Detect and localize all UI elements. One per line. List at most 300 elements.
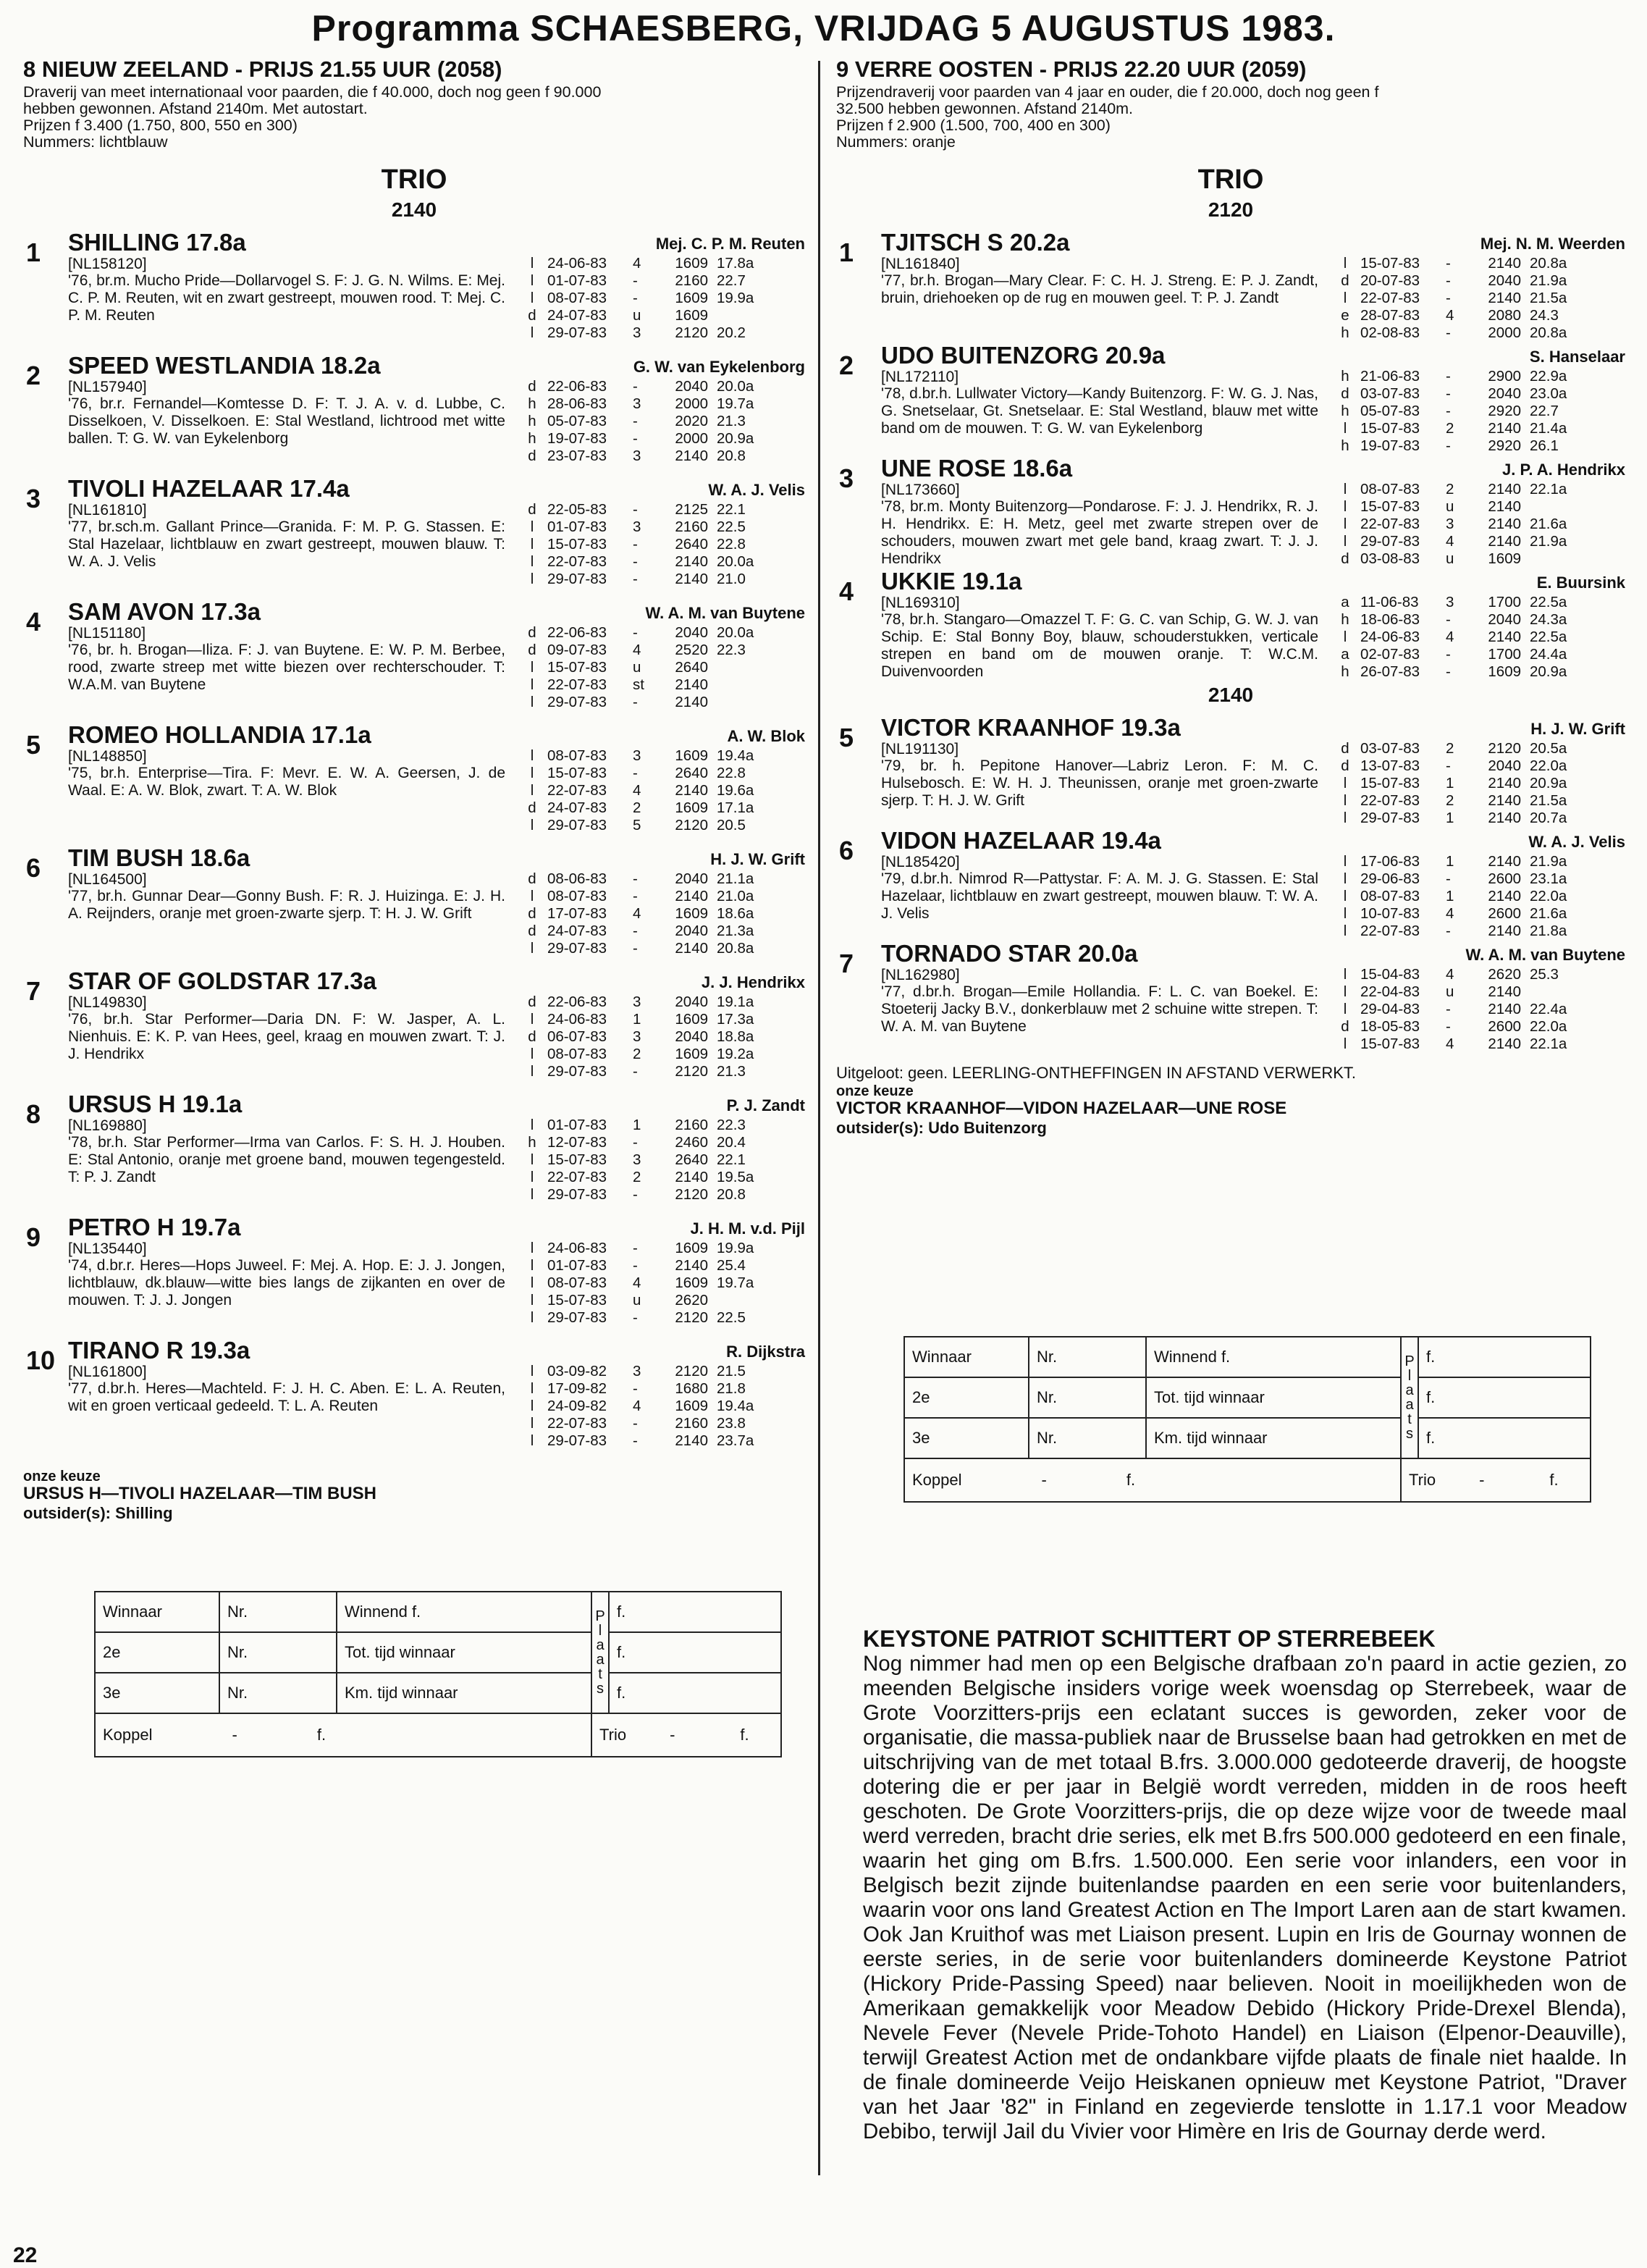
finish-position: 4 bbox=[633, 255, 641, 272]
finish-position: 4 bbox=[1446, 966, 1454, 983]
race-date: 19-07-83 bbox=[1360, 437, 1420, 454]
driver-name: W. A. M. van Buytene bbox=[1465, 946, 1625, 964]
bet-plaats-amount: f. bbox=[609, 1673, 781, 1713]
km-time: 22.8 bbox=[717, 536, 746, 553]
km-time: 19.9a bbox=[717, 1240, 754, 1256]
km-time bbox=[1530, 550, 1588, 568]
form-line bbox=[1330, 272, 1625, 290]
race-date: 15-07-83 bbox=[1360, 775, 1420, 791]
entry-info bbox=[881, 342, 1330, 455]
race-distance: 2120 bbox=[675, 324, 708, 341]
entry-info bbox=[68, 352, 517, 475]
form-line bbox=[517, 1028, 805, 1046]
finish-position: 3 bbox=[633, 448, 641, 464]
race-date: 08-07-83 bbox=[547, 1046, 607, 1062]
finish-position: u bbox=[1446, 498, 1454, 515]
race-distance: 2040 bbox=[1488, 757, 1521, 774]
race-distance: 2620 bbox=[675, 1292, 708, 1309]
form-line bbox=[1330, 385, 1625, 403]
bet-place-label: 3e bbox=[904, 1418, 1029, 1458]
finish-position: - bbox=[633, 430, 638, 447]
finish-position: - bbox=[633, 1257, 638, 1274]
form-line bbox=[517, 501, 805, 518]
track-code: d bbox=[528, 307, 536, 324]
horse-entry bbox=[836, 940, 1625, 1053]
form-line bbox=[1330, 663, 1625, 681]
km-time: 21.8 bbox=[717, 1380, 746, 1397]
form-line bbox=[517, 817, 805, 834]
track-code: h bbox=[1341, 611, 1349, 628]
race-distance: 2120 bbox=[675, 817, 708, 833]
plaats-letter: P bbox=[595, 1608, 605, 1624]
form-line bbox=[517, 448, 805, 465]
horse-description: '77, br.h. Brogan—Mary Clear. F: C. H. J. Streng. E: P. J. Zandt, bruin, driehoeken op de rug en mouwen geel. T: P. J. Zandt bbox=[881, 272, 1318, 306]
finish-position: - bbox=[633, 888, 638, 904]
km-time: 21.9a bbox=[1530, 533, 1567, 550]
race-date: 22-07-83 bbox=[547, 553, 607, 570]
km-time: 21.0a bbox=[717, 888, 754, 904]
km-time: 24.4a bbox=[1530, 646, 1567, 663]
track-code: l bbox=[1343, 792, 1347, 809]
race-distance: 2140 bbox=[1488, 481, 1521, 497]
km-time: 21.6a bbox=[1530, 516, 1567, 532]
track-code: l bbox=[530, 1151, 534, 1168]
finish-position: - bbox=[633, 1063, 638, 1080]
form-line bbox=[517, 395, 805, 413]
km-time: 19.2a bbox=[717, 1046, 754, 1062]
race-distance: 2140 bbox=[1488, 923, 1521, 939]
finish-position: - bbox=[1446, 923, 1451, 939]
finish-position: - bbox=[633, 624, 638, 641]
km-time: 22.4a bbox=[1530, 1001, 1567, 1017]
finish-position: u bbox=[633, 307, 641, 324]
track-code: l bbox=[530, 324, 534, 341]
race-date: 08-07-83 bbox=[1360, 481, 1420, 497]
race-distance: 2160 bbox=[675, 518, 708, 535]
horse-entry bbox=[836, 455, 1625, 568]
track-code: d bbox=[528, 799, 536, 816]
km-time: 17.3a bbox=[717, 1011, 754, 1028]
race-date: 22-07-83 bbox=[547, 1169, 607, 1185]
entry-number: 6 bbox=[839, 836, 854, 865]
race-distance: 2140 bbox=[675, 676, 708, 693]
form-line bbox=[1330, 611, 1625, 629]
km-time: 21.8a bbox=[1530, 923, 1567, 939]
track-code: a bbox=[1341, 594, 1349, 610]
track-code: h bbox=[1341, 368, 1349, 385]
track-code: d bbox=[528, 1028, 536, 1045]
horse-name: STAR OF GOLDSTAR 17.3a bbox=[68, 967, 377, 994]
plaats-letter: t bbox=[1407, 1411, 1412, 1427]
race-distance: 2120 bbox=[675, 1309, 708, 1326]
km-time: 22.1a bbox=[1530, 1036, 1567, 1052]
km-time: 21.3 bbox=[717, 1063, 746, 1080]
track-code: l bbox=[1343, 870, 1347, 887]
track-code: d bbox=[528, 923, 536, 939]
finish-position: - bbox=[633, 765, 638, 781]
entry-number: 5 bbox=[839, 723, 854, 752]
finish-position: 3 bbox=[633, 747, 641, 764]
race-distance: 2040 bbox=[675, 1028, 708, 1045]
form-line bbox=[1330, 550, 1625, 568]
track-code: l bbox=[1343, 255, 1347, 272]
km-time: 20.0a bbox=[717, 553, 754, 570]
race-date: 06-07-83 bbox=[547, 1028, 607, 1045]
koppel-dash: - bbox=[232, 1726, 237, 1744]
race-distance: 2140 bbox=[675, 940, 708, 957]
horse-name: VICTOR KRAANHOF 19.3a bbox=[881, 714, 1181, 741]
race-date: 24-07-83 bbox=[547, 307, 607, 324]
driver-name: W. A. J. Velis bbox=[1528, 833, 1625, 851]
track-code: l bbox=[1343, 498, 1347, 515]
horse-description: '79, d.br.h. Nimrod R—Pattystar. F: A. M. J. G. Stassen. E: Stal Hazelaar, lichtblauw en zwart gestreept, mouwen blauw. T: W. A. J. Velis bbox=[881, 870, 1318, 922]
finish-position: 3 bbox=[633, 324, 641, 341]
km-time: 20.5 bbox=[717, 817, 746, 833]
koppel-cell bbox=[904, 1458, 1401, 1502]
km-time bbox=[1530, 498, 1588, 516]
race-distance: 1609 bbox=[675, 307, 708, 324]
race-date: 29-07-83 bbox=[547, 1309, 607, 1326]
driver-name: W. A. M. van Buytene bbox=[645, 604, 805, 622]
plaats-letter: s bbox=[1406, 1426, 1413, 1442]
entry-form bbox=[1330, 229, 1625, 342]
finish-position: 4 bbox=[633, 1398, 641, 1414]
race-9-desc-line: 32.500 hebben gewonnen. Afstand 2140m. bbox=[836, 100, 1134, 117]
race-distance: 2140 bbox=[1488, 498, 1521, 515]
race-date: 15-04-83 bbox=[1360, 966, 1420, 983]
track-code: l bbox=[1343, 1001, 1347, 1017]
km-time: 23.7a bbox=[717, 1432, 754, 1449]
race-date: 29-06-83 bbox=[1360, 870, 1420, 887]
finish-position: 4 bbox=[1446, 1036, 1454, 1052]
track-code: l bbox=[1343, 775, 1347, 791]
track-code: l bbox=[530, 747, 534, 764]
km-time: 21.3 bbox=[717, 413, 746, 429]
entry-info bbox=[881, 455, 1330, 568]
horse-name: UDO BUITENZORG 20.9a bbox=[881, 342, 1166, 369]
horse-description: '77, br.sch.m. Gallant Prince—Granida. F: M. P. G. Stassen. E: Stal Hazelaar, lichtblauw en zwart gestreept, mouwen blauw. T: W. A. J. Velis bbox=[68, 518, 505, 570]
km-time: 20.7a bbox=[1530, 810, 1567, 826]
horse-entry bbox=[836, 342, 1625, 455]
race-distance: 2140 bbox=[1488, 516, 1521, 532]
race-distance: 2140 bbox=[1488, 420, 1521, 437]
horse-description: '77, d.br.h. Heres—Machteld. F: J. H. C. Aben. E: L. A. Reuten, wit en groen verticaal gedeeld. T: L. A. Reuten bbox=[68, 1380, 505, 1414]
horse-name: SHILLING 17.8a bbox=[68, 229, 246, 256]
horse-registration: [NL149830] bbox=[68, 994, 147, 1011]
race-date: 22-07-83 bbox=[1360, 516, 1420, 532]
race-date: 15-07-83 bbox=[547, 1151, 607, 1168]
race-date: 24-07-83 bbox=[547, 923, 607, 939]
form-line bbox=[517, 994, 805, 1011]
track-code: l bbox=[1343, 966, 1347, 983]
km-time: 21.5a bbox=[1530, 792, 1567, 809]
race-9-desc-line: Prijzendraverij voor paarden van 4 jaar en ouder, die f 20.000, doch nog geen f bbox=[836, 83, 1379, 101]
article-body: Nog nimmer had men op een Belgische drafbaan zo'n paard in actie gezien, zo meenden Belgische insiders vorige week woensdag op Sterrebeek, waar de Grote Voorzitters-prijs een eclatant succes is geworden, zeker voor de organisatie, die massa-publiek naar de Brusselse baan had getrokken en met de uitschrijving van de met totaal B.frs. 3.000.000 gedoteerde draverij, de hoogste dotering die er per jaar in België wordt verreden, midden in de roos heeft geschoten. De Grote Voorzitters-prijs, die op deze wijze voor de tweede maal werd verreden, bracht drie series, elk met B.frs 500.000 gedoteerd en een finale, waarin het ging om B.frs. 1.500.000. Een serie voor inlanders, een voor in Belgisch bezit zijnde buitenlandse paarden en een serie voor buitenlanders, waarin voor ons land Greatest Action en The Import Laren aan de start kwamen. Ook Jan Kruithof was met Liaison present. Lupin en Iris de Gournay wonnen de eerste series, in de serie voor buitenlanders domineerde Keystone Patriot (Hickory Pride-Passing Speed) naar believen. Nooit in moeilijkheden won de Amerikaan gemakkelijk voor Meadow Debido (Hickory Pride-Drexel Blenda), Nevele Fever (Nevele Pride-Tohoto Handel) en Liaison (Elpenor-Deauville), terwijl Greatest Action met de ondankbare vijfde plaats de finale niet haalde. In de finale domineerde Veijo Heiskanen opnieuw met Keystone Patriot, "Draver van het Jaar '82" in Finland en zegevierde tenslotte in 1.17.1 voor Meadow Debibo, terwijl Jail du Vivier voor Himère en Iris de Gournay derde werd. bbox=[863, 1652, 1627, 2143]
koppel-dash: - bbox=[1041, 1471, 1047, 1489]
form-line bbox=[517, 518, 805, 536]
track-code: l bbox=[1343, 629, 1347, 645]
bet-number-label: Nr. bbox=[219, 1673, 337, 1713]
km-time: 21.0 bbox=[717, 571, 746, 587]
form-line bbox=[517, 747, 805, 765]
plaats-letter: P bbox=[1404, 1353, 1415, 1369]
horse-description: '76, br. h. Brogan—Iliza. F: J. van Buytene. E: W. P. M. Berbee, rood, zwarte streep met witte biezen over rechterschouder. T: W.A.M. van Buytene bbox=[68, 642, 505, 693]
track-code: l bbox=[530, 571, 534, 587]
horse-entry bbox=[23, 475, 805, 598]
race-date: 22-06-83 bbox=[547, 994, 607, 1010]
race-distance: 2140 bbox=[1488, 775, 1521, 791]
km-time: 22.0a bbox=[1530, 888, 1567, 904]
race-date: 22-07-83 bbox=[547, 676, 607, 693]
finish-position: 5 bbox=[633, 817, 641, 833]
km-time: 25.3 bbox=[1530, 966, 1559, 983]
entry-form bbox=[517, 1214, 805, 1337]
finish-position: - bbox=[633, 1432, 638, 1449]
km-time: 20.9a bbox=[717, 430, 754, 447]
bet-place-label: Winnaar bbox=[904, 1337, 1029, 1377]
horse-entry bbox=[23, 1337, 805, 1460]
entry-form bbox=[517, 229, 805, 352]
km-time: 19.5a bbox=[717, 1169, 754, 1185]
race-distance: 2140 bbox=[675, 1169, 708, 1185]
km-time: 20.0a bbox=[717, 378, 754, 395]
race-distance: 2160 bbox=[675, 1117, 708, 1133]
form-line bbox=[1330, 740, 1625, 757]
finish-position: - bbox=[633, 940, 638, 957]
race-8-column bbox=[23, 56, 805, 1524]
race-date: 15-07-83 bbox=[547, 765, 607, 781]
track-code: l bbox=[530, 1011, 534, 1028]
race-distance: 2140 bbox=[1488, 810, 1521, 826]
entry-form bbox=[517, 844, 805, 967]
our-choice-picks: URSUS H—TIVOLI HAZELAAR—TIM BUSH bbox=[23, 1484, 376, 1503]
finish-position: - bbox=[633, 378, 638, 395]
finish-position: - bbox=[1446, 255, 1451, 272]
race-date: 18-05-83 bbox=[1360, 1018, 1420, 1035]
race-distance: 1609 bbox=[1488, 663, 1521, 680]
km-time: 22.1 bbox=[717, 501, 746, 518]
form-line bbox=[1330, 1036, 1625, 1053]
form-line bbox=[517, 624, 805, 642]
form-line bbox=[1330, 810, 1625, 827]
race-date: 08-07-83 bbox=[547, 888, 607, 904]
race-9-note: Uitgeloot: geen. LEERLING-ONTHEFFINGEN IN AFSTAND VERWERKT. bbox=[836, 1064, 1357, 1082]
entry-form bbox=[1330, 455, 1625, 568]
entry-info bbox=[881, 229, 1330, 342]
form-line bbox=[1330, 516, 1625, 533]
bet-place-label: 3e bbox=[95, 1673, 219, 1713]
track-code: d bbox=[1341, 272, 1349, 289]
km-time: 22.3 bbox=[717, 1117, 746, 1133]
track-code: l bbox=[530, 1309, 534, 1326]
km-time: 19.7a bbox=[717, 395, 754, 412]
plaats-letter: l bbox=[1407, 1368, 1412, 1384]
race-9-trio-heading: TRIO bbox=[1197, 164, 1264, 195]
track-code: l bbox=[530, 1432, 534, 1449]
race-9-distance-2140: 2140 bbox=[1208, 684, 1254, 706]
entry-info bbox=[68, 229, 517, 352]
race-distance: 2000 bbox=[675, 430, 708, 447]
race-date: 29-04-83 bbox=[1360, 1001, 1420, 1017]
form-line bbox=[517, 888, 805, 905]
race-distance: 2080 bbox=[1488, 307, 1521, 324]
race-distance: 2140 bbox=[675, 694, 708, 710]
entry-info bbox=[68, 844, 517, 967]
race-distance: 2040 bbox=[1488, 611, 1521, 628]
horse-description: '79, br. h. Pepitone Hanover—Labriz Leron. F: M. C. Hulsebosch. E: W. H. J. Theunissen, oranje met groen-zwarte sjerp. T: H. J. W. Grift bbox=[881, 757, 1318, 809]
track-code: l bbox=[530, 1257, 534, 1274]
race-distance: 2120 bbox=[675, 1186, 708, 1203]
horse-entry bbox=[836, 714, 1625, 827]
track-code: d bbox=[528, 378, 536, 395]
track-code: d bbox=[1341, 740, 1349, 757]
horse-description: '76, br.r. Fernandel—Komtesse D. F: T. J. A. v. d. Lubbe, C. Disselkoen, V. Disselkoen. E: Stal Westland, lichtrood met witte ballen. T: G. W. van Eykelenborg bbox=[68, 395, 505, 447]
race-distance: 2140 bbox=[675, 1432, 708, 1449]
km-time: 22.7 bbox=[717, 272, 746, 289]
driver-name: E. Buursink bbox=[1536, 574, 1625, 592]
finish-position: 3 bbox=[633, 518, 641, 535]
entry-number: 4 bbox=[26, 607, 41, 637]
horse-name: TIM BUSH 18.6a bbox=[68, 844, 250, 871]
race-distance: 2120 bbox=[1488, 740, 1521, 757]
track-code: l bbox=[530, 1415, 534, 1432]
km-time: 20.0a bbox=[717, 624, 754, 641]
track-code: d bbox=[528, 448, 536, 464]
track-code: d bbox=[1341, 1018, 1349, 1035]
race-date: 13-07-83 bbox=[1360, 757, 1420, 774]
entry-form bbox=[1330, 714, 1625, 827]
race-date: 22-06-83 bbox=[547, 624, 607, 641]
race-date: 03-08-83 bbox=[1360, 550, 1420, 567]
form-line bbox=[517, 765, 805, 782]
track-code: l bbox=[1343, 853, 1347, 870]
finish-position: - bbox=[1446, 1001, 1451, 1017]
horse-description: '78, br.m. Monty Buitenzorg—Pondarose. F: J. J. Hendrikx, R. J. H. Hendrikx. E: H. Metz, geel met zwarte strepen over de schouders, mouwen zwart met gele band, kraag zwart. T: J. J. Hendrikx bbox=[881, 498, 1318, 567]
bet-row bbox=[904, 1377, 1591, 1418]
race-distance: 2640 bbox=[675, 1151, 708, 1168]
entry-number: 7 bbox=[839, 949, 854, 978]
finish-position: 2 bbox=[633, 799, 641, 816]
driver-name: R. Dijkstra bbox=[726, 1343, 805, 1361]
finish-position: 1 bbox=[1446, 888, 1454, 904]
form-line bbox=[1330, 420, 1625, 437]
finish-position: 2 bbox=[1446, 740, 1454, 757]
entry-info bbox=[881, 568, 1330, 681]
track-code: l bbox=[530, 553, 534, 570]
plaats-letter: a bbox=[596, 1652, 605, 1668]
bet-row bbox=[95, 1592, 781, 1632]
finish-position: - bbox=[633, 870, 638, 887]
km-time bbox=[717, 694, 775, 711]
race-distance: 1609 bbox=[675, 1240, 708, 1256]
entry-info bbox=[68, 1337, 517, 1460]
form-line bbox=[517, 870, 805, 888]
race-date: 02-08-83 bbox=[1360, 324, 1420, 341]
km-time: 19.7a bbox=[717, 1274, 754, 1291]
race-date: 05-07-83 bbox=[547, 413, 607, 429]
race-date: 24-06-83 bbox=[547, 255, 607, 272]
bet-amount-label: Winnend f. bbox=[1146, 1337, 1401, 1377]
track-code: a bbox=[1341, 646, 1349, 663]
form-line bbox=[517, 1292, 805, 1309]
race-distance: 2140 bbox=[675, 888, 708, 904]
race-distance: 2160 bbox=[675, 1415, 708, 1432]
entry-form bbox=[1330, 827, 1625, 940]
form-line bbox=[517, 272, 805, 290]
race-date: 09-07-83 bbox=[547, 642, 607, 658]
entry-number: 10 bbox=[26, 1345, 56, 1375]
race-distance: 1609 bbox=[675, 255, 708, 272]
race-distance: 2140 bbox=[1488, 255, 1521, 272]
horse-name: SAM AVON 17.3a bbox=[68, 598, 261, 625]
form-line bbox=[1330, 594, 1625, 611]
track-code: l bbox=[530, 1186, 534, 1203]
bet-number-label: Nr. bbox=[1029, 1418, 1146, 1458]
race-distance: 1609 bbox=[675, 905, 708, 922]
race-date: 01-07-83 bbox=[547, 1117, 607, 1133]
race-date: 22-07-83 bbox=[547, 1415, 607, 1432]
track-code: d bbox=[528, 870, 536, 887]
finish-position: - bbox=[1446, 1018, 1451, 1035]
race-date: 29-07-83 bbox=[547, 571, 607, 587]
track-code: l bbox=[1343, 516, 1347, 532]
race-date: 28-07-83 bbox=[1360, 307, 1420, 324]
race-9-our-choice bbox=[836, 1083, 1625, 1138]
race-date: 15-07-83 bbox=[547, 1292, 607, 1309]
track-code: l bbox=[1343, 905, 1347, 922]
km-time: 19.6a bbox=[717, 782, 754, 799]
race-distance: 2040 bbox=[675, 870, 708, 887]
race-distance: 2040 bbox=[1488, 385, 1521, 402]
horse-name: ROMEO HOLLANDIA 17.1a bbox=[68, 721, 371, 748]
race-date: 19-07-83 bbox=[547, 430, 607, 447]
form-line bbox=[517, 923, 805, 940]
race-date: 29-07-83 bbox=[547, 817, 607, 833]
finish-position: 3 bbox=[633, 1363, 641, 1379]
entry-number: 1 bbox=[26, 238, 41, 267]
race-date: 15-07-83 bbox=[547, 659, 607, 676]
km-time: 23.1a bbox=[1530, 870, 1567, 887]
koppel-f: f. bbox=[1126, 1471, 1136, 1489]
race-distance: 2620 bbox=[1488, 966, 1521, 983]
race-date: 28-06-83 bbox=[547, 395, 607, 412]
track-code: l bbox=[530, 1363, 534, 1379]
race-distance: 1609 bbox=[675, 290, 708, 306]
km-time: 22.3 bbox=[717, 642, 746, 658]
track-code: d bbox=[528, 905, 536, 922]
km-time: 19.4a bbox=[717, 747, 754, 764]
finish-position: u bbox=[1446, 983, 1454, 1000]
race-8-title: 8 NIEUW ZEELAND - PRIJS 21.55 UUR (2058) bbox=[23, 56, 502, 82]
koppel-label: Koppel bbox=[103, 1726, 153, 1744]
race-distance: 2460 bbox=[675, 1134, 708, 1151]
km-time: 21.6a bbox=[1530, 905, 1567, 922]
km-time: 21.9a bbox=[1530, 272, 1567, 289]
form-line bbox=[1330, 498, 1625, 516]
horse-description: '78, br.h. Stangaro—Omazzel T. F: G. C. van Schip, G. W. J. van Schip. E: Stal Bonny Boy, blauw, schouderstukken, verticale strepen en band om de mouwen oranje. T: W.C.M. Duivenvoorden bbox=[881, 611, 1318, 680]
race-date: 22-07-83 bbox=[547, 782, 607, 799]
form-line bbox=[517, 1063, 805, 1080]
horse-registration: [NL157940] bbox=[68, 379, 147, 395]
km-time: 22.7 bbox=[1530, 403, 1559, 419]
km-time: 17.1a bbox=[717, 799, 754, 816]
race-distance: 1700 bbox=[1488, 646, 1521, 663]
entry-info bbox=[68, 967, 517, 1091]
race-date: 29-07-83 bbox=[547, 1432, 607, 1449]
driver-name: H. J. W. Grift bbox=[710, 850, 805, 868]
form-line bbox=[517, 1398, 805, 1415]
race-distance: 2040 bbox=[675, 923, 708, 939]
